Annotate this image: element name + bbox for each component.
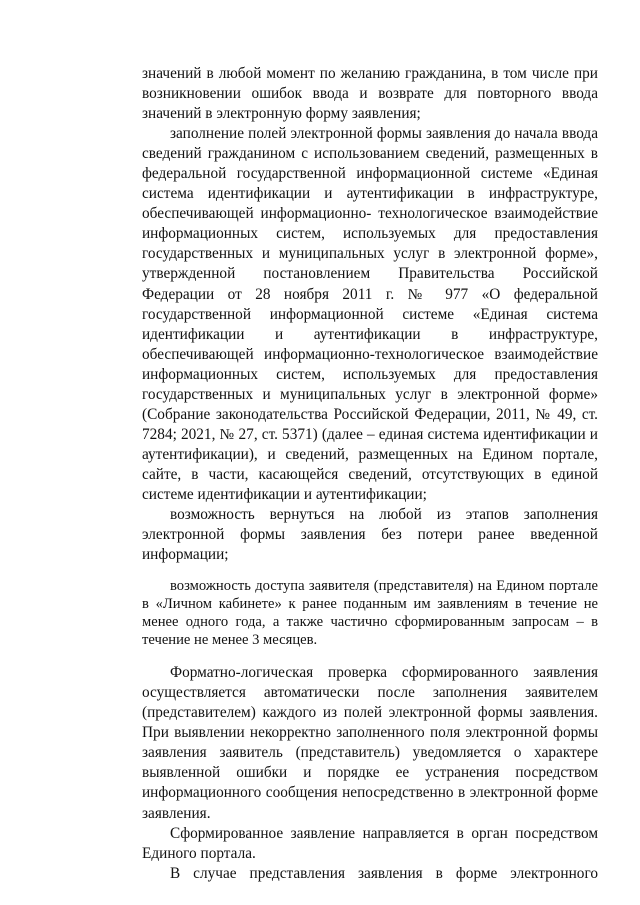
paragraph-submission: Сформированное заявление направляется в орган посредством Единого портала. bbox=[142, 824, 598, 862]
paragraph-prefill-fields: заполнение полей электронной формы заявления до начала ввода сведений гражданином с использованием сведений, размещенных в федеральной государственной информационной системе «Единая система идентификации и аутентификации в инфраструктуре, обеспечивающей информационно- технологическое взаимодействие информационных систем, используемых для предоставления государственных и муниципальных услуг в электронной форме», утвержденной постановлением Правительства Российской Федерации от 28 ноября 2011 г. № 977 «О федеральной государственной информационной системе «Единая система идентификации и аутентификации в инфраструктуре, обеспечивающей информационно-технологическое взаимодействие информационных систем, используемых для предоставления государственных и муниципальных услуг в электронной форме» (Собрание законодательства Российской Федерации, 2011, № 49, ст. 7284; 2021, № 27, ст. 5371) (далее – единая система идентификации и аутентификации), и сведений, размещенных на Едином портале, сайте, в части, касающейся сведений, отсутствующих в единой системе идентификации и аутентификации; bbox=[142, 125, 598, 503]
document-page bbox=[142, 64, 598, 884]
paragraph-electronic-form-start: В случае представления заявления в форме электронного bbox=[170, 864, 598, 882]
paragraph-personal-cabinet-access: возможность доступа заявителя (представителя) на Едином портале в «Личном кабинете» к ранее поданным им заявлениям в течение не менее одного года, а также частично сформированным запросам – в течение не менее 3 месяцев. bbox=[142, 578, 598, 649]
paragraph-format-logic-check: Форматно-логическая проверка сформированного заявления осуществляется автоматически после заполнения заявителем (представителем) каждого из полей электронной формы заявления. При выявлении некорректно заполненного поля электронной формы заявления заявитель (представитель) уведомляется о характере выявленной ошибки и порядке ее устранения посредством информационного сообщения непосредственно в электронной форме заявления. bbox=[142, 664, 598, 822]
paragraph-continuation: значений в любой момент по желанию гражданина, в том числе при возникновении ошибок ввода и возврате для повторного ввода значений в электронную форму заявления; bbox=[142, 65, 598, 123]
paragraph-return-to-step: возможность вернуться на любой из этапов заполнения электронной формы заявления без потери ранее введенной информации; bbox=[142, 506, 598, 564]
